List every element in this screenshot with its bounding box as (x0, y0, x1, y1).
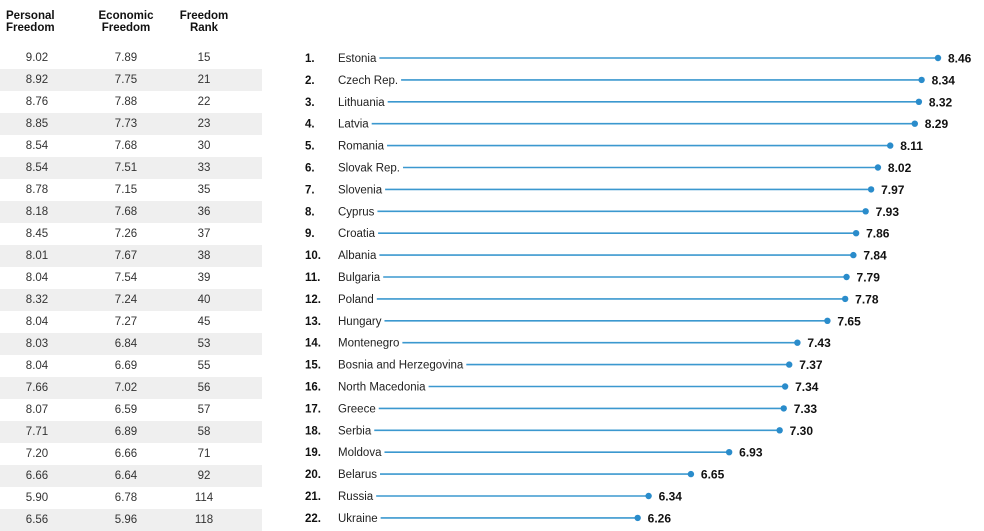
value-label: 7.79 (856, 270, 880, 285)
freedom-rank-cell: 39 (197, 272, 211, 284)
personal-freedom-cell: 8.04 (25, 316, 49, 328)
data-point (781, 405, 787, 411)
rank-label: 22. (305, 512, 321, 525)
rank-label: 3. (305, 96, 315, 109)
data-point (688, 471, 694, 477)
economic-freedom-cell: 6.84 (114, 338, 138, 350)
value-label: 7.30 (789, 423, 814, 438)
freedom-rank-cell: 114 (194, 492, 214, 504)
data-point (850, 252, 856, 258)
value-label: 8.34 (931, 73, 955, 88)
freedom-rank-cell: 118 (194, 514, 214, 526)
economic-freedom-cell: 7.26 (114, 228, 138, 240)
header-line: Economic (98, 10, 154, 22)
personal-freedom-cell: 8.76 (25, 96, 49, 108)
economic-freedom-cell: 6.78 (114, 492, 138, 504)
personal-freedom-cell: 8.54 (25, 140, 49, 152)
economic-freedom-cell: 7.15 (114, 184, 138, 196)
freedom-rank-cell: 38 (197, 250, 211, 262)
rank-label: 5. (305, 140, 315, 153)
country-label: Greece (338, 403, 376, 416)
personal-freedom-cell: 8.01 (25, 250, 49, 262)
personal-freedom-cell: 8.32 (25, 294, 49, 306)
personal-freedom-cell: 8.78 (25, 184, 49, 196)
economic-freedom-cell: 7.02 (114, 382, 138, 394)
economic-freedom-cell: 6.69 (114, 360, 138, 372)
personal-freedom-cell: 8.07 (25, 404, 49, 416)
data-point (868, 186, 874, 192)
freedom-rank-cell: 36 (197, 206, 211, 218)
freedom-rank-cell: 71 (197, 448, 211, 460)
personal-freedom-cell: 8.92 (25, 74, 49, 86)
freedom-rank-cell: 55 (197, 360, 211, 372)
rank-label: 18. (305, 425, 321, 438)
personal-freedom-cell: 8.04 (25, 360, 49, 372)
country-label: Romania (338, 140, 385, 153)
economic-freedom-cell: 7.67 (114, 250, 138, 262)
rank-label: 10. (305, 250, 321, 263)
country-label: North Macedonia (338, 381, 426, 394)
country-label: Bosnia and Herzegovina (338, 359, 464, 372)
economic-freedom-cell: 7.68 (114, 140, 138, 152)
value-label: 7.78 (855, 292, 879, 307)
freedom-rank-cell: 23 (197, 118, 211, 130)
value-label: 8.02 (887, 161, 912, 175)
rank-label: 15. (305, 359, 321, 372)
country-label: Ukraine (338, 512, 378, 525)
freedom-rank-cell: 22 (197, 96, 211, 108)
data-point (645, 493, 651, 499)
header-line: Freedom (101, 22, 151, 34)
personal-freedom-cell: 6.56 (25, 514, 49, 526)
rank-label: 8. (305, 206, 315, 219)
freedom-rank-cell: 35 (197, 184, 211, 196)
freedom-rank-cell: 56 (197, 382, 211, 394)
rank-label: 9. (305, 228, 315, 241)
data-point (935, 55, 941, 61)
country-label: Slovak Rep. (338, 162, 401, 175)
data-point (842, 296, 848, 302)
country-label: Slovenia (338, 184, 383, 197)
data-point (726, 449, 732, 455)
personal-freedom-cell: 8.18 (25, 206, 49, 218)
country-label: Croatia (338, 228, 376, 241)
economic-freedom-cell: 7.24 (114, 294, 138, 306)
header-line: Rank (189, 22, 219, 34)
header-line: Freedom (6, 22, 55, 34)
value-label: 6.65 (700, 467, 725, 482)
freedom-rank-cell: 30 (197, 140, 211, 152)
value-label: 7.84 (863, 248, 887, 263)
value-label: 7.97 (881, 182, 905, 197)
freedom-rank-cell: 53 (197, 338, 211, 350)
freedom-rank-cell: 57 (197, 404, 211, 416)
economic-freedom-cell: 7.51 (114, 162, 138, 174)
rank-label: 7. (305, 184, 315, 197)
economic-freedom-cell: 6.66 (114, 448, 138, 460)
economic-freedom-cell: 7.73 (114, 118, 138, 130)
rank-label: 14. (305, 337, 321, 350)
country-label: Serbia (338, 425, 372, 438)
header-line: Personal (6, 10, 55, 22)
economic-freedom-cell: 7.88 (114, 96, 138, 108)
data-point (824, 318, 830, 324)
country-label: Cyprus (338, 206, 375, 219)
country-label: Lithuania (338, 96, 385, 109)
freedom-rank-cell: 40 (197, 294, 211, 306)
freedom-rank-cell: 33 (197, 162, 211, 174)
rank-label: 12. (305, 293, 321, 306)
freedom-rank-cell: 21 (197, 74, 211, 86)
personal-freedom-cell: 8.85 (25, 118, 49, 130)
value-label: 7.37 (799, 358, 823, 373)
value-label: 6.34 (658, 489, 682, 504)
value-label: 7.65 (837, 314, 861, 329)
rank-label: 1. (305, 53, 315, 65)
personal-freedom-cell: 6.66 (25, 470, 49, 482)
personal-freedom-cell: 8.54 (25, 162, 49, 174)
country-label: Estonia (338, 53, 377, 65)
economic-freedom-cell: 7.75 (114, 74, 138, 86)
value-label: 8.29 (924, 117, 949, 132)
data-point (887, 142, 893, 148)
rank-label: 19. (305, 447, 321, 460)
country-label: Czech Rep. (338, 74, 399, 87)
country-label: Latvia (338, 118, 369, 131)
value-label: 7.93 (875, 204, 900, 219)
value-label: 7.43 (807, 336, 831, 351)
country-label: Bulgaria (338, 272, 381, 284)
rank-label: 2. (305, 74, 315, 87)
data-point (916, 99, 922, 105)
freedom-rank-cell: 45 (197, 316, 211, 328)
data-point (776, 427, 782, 433)
rank-label: 17. (305, 403, 321, 416)
country-label: Montenegro (338, 337, 400, 350)
personal-freedom-cell: 7.20 (25, 448, 49, 460)
personal-freedom-cell: 8.45 (25, 228, 49, 240)
data-point (853, 230, 859, 236)
rank-label: 21. (305, 491, 321, 503)
economic-freedom-cell: 7.89 (114, 52, 138, 64)
data-point (912, 121, 918, 127)
personal-freedom-cell: 8.04 (25, 272, 49, 284)
freedom-rank-cell: 58 (197, 426, 211, 438)
value-label: 8.11 (900, 139, 923, 154)
personal-freedom-cell: 5.90 (25, 492, 49, 504)
economic-freedom-cell: 6.89 (114, 426, 138, 438)
economic-freedom-cell: 7.54 (114, 272, 138, 284)
rank-label: 6. (305, 162, 315, 175)
data-point (843, 274, 849, 280)
country-label: Hungary (338, 315, 382, 328)
personal-freedom-cell: 7.66 (25, 382, 49, 394)
value-label: 7.34 (795, 380, 819, 394)
personal-freedom-cell: 9.02 (25, 52, 49, 64)
value-label: 7.86 (866, 226, 890, 241)
country-label: Albania (338, 250, 377, 263)
country-label: Moldova (338, 447, 382, 460)
personal-freedom-cell: 8.03 (25, 338, 49, 350)
data-point (782, 383, 788, 389)
rank-label: 4. (305, 118, 315, 131)
rank-label: 20. (305, 469, 321, 482)
economic-freedom-cell: 7.27 (114, 316, 138, 328)
value-label: 8.32 (928, 95, 953, 110)
data-point (786, 361, 792, 367)
data-point (918, 77, 924, 83)
value-label: 8.46 (948, 51, 972, 66)
economic-freedom-cell: 6.59 (114, 404, 138, 416)
economic-freedom-cell: 6.64 (114, 470, 138, 482)
country-label: Poland (338, 293, 374, 306)
country-label: Belarus (338, 469, 377, 482)
freedom-rank-cell: 37 (197, 228, 211, 240)
data-point (794, 340, 800, 346)
value-label: 7.33 (793, 401, 818, 416)
rank-label: 11. (305, 272, 321, 284)
data-point (634, 515, 640, 521)
freedom-rank-cell: 92 (197, 470, 211, 482)
personal-freedom-cell: 7.71 (25, 426, 49, 438)
economic-freedom-cell: 5.96 (114, 514, 138, 526)
freedom-rank-cell: 15 (197, 52, 211, 64)
rank-label: 16. (305, 381, 321, 394)
economic-freedom-cell: 7.68 (114, 206, 138, 218)
rank-label: 13. (305, 315, 321, 328)
value-label: 6.93 (739, 445, 763, 460)
data-point (875, 164, 881, 170)
data-point (862, 208, 868, 214)
country-label: Russia (338, 491, 374, 503)
value-label: 6.26 (647, 511, 672, 526)
header-line: Freedom (179, 10, 229, 22)
